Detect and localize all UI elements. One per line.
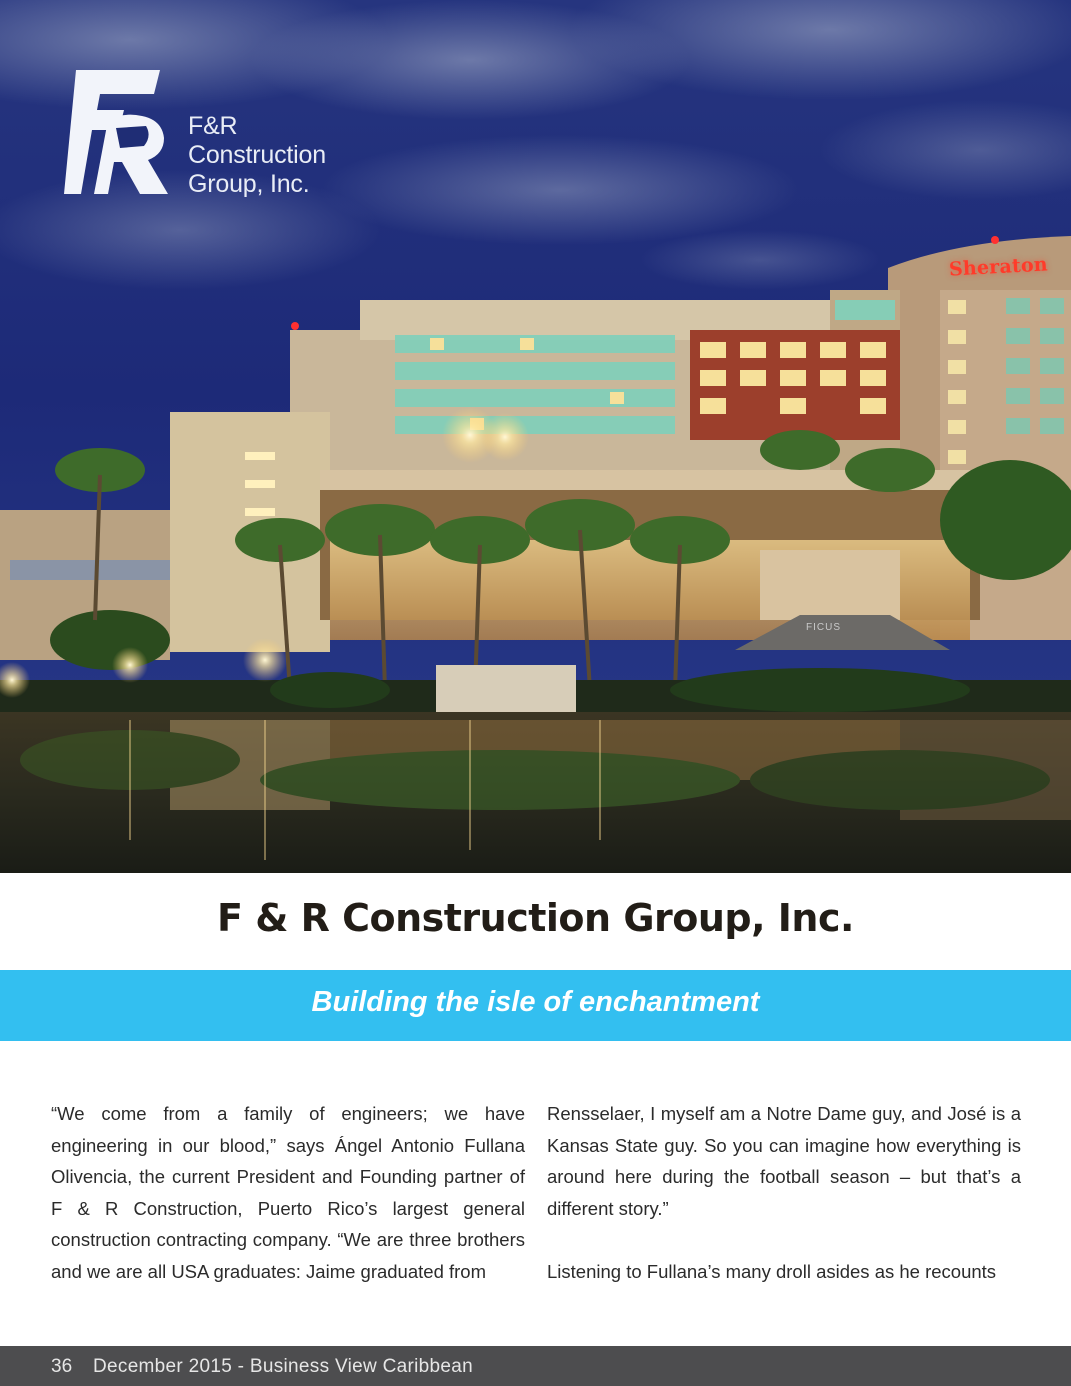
hotel-sign: Sheraton xyxy=(948,253,1049,281)
logo-line-1: F&R xyxy=(188,112,238,140)
page-footer xyxy=(0,1346,1071,1386)
logo-wordmark xyxy=(188,112,326,199)
body-column-left xyxy=(51,1098,525,1288)
tent-sign: FICUS xyxy=(806,622,841,633)
logo-line-2: Construction xyxy=(188,141,326,169)
paragraph: Listening to Fullana’s many droll asides as he recounts xyxy=(547,1260,997,1282)
article-title: F & R Construction Group, Inc. xyxy=(217,896,854,940)
page-number: 36 xyxy=(51,1356,73,1377)
article-subtitle: Building the isle of enchantment xyxy=(311,986,760,1018)
paragraph: “We come from a family of engineers; we have engineering in our blood,” says Ángel Antonio Fullana Olivencia, the current President and Founding partner of F & R Construction, Puerto Rico’s largest general construction contracting company. “We are three brothers and we are all USA graduates: Jaime graduated from xyxy=(51,1103,525,1282)
body-column-right xyxy=(547,1098,1021,1288)
subtitle-band xyxy=(0,970,1071,1041)
company-logo xyxy=(64,68,374,200)
logo-line-3: Group, Inc. xyxy=(188,170,310,198)
paragraph: Rensselaer, I myself am a Notre Dame guy, and José is a Kansas State guy. So you can imagine how everything is around here during the football season – but that’s a different story.” xyxy=(547,1103,1021,1219)
fr-monogram-icon xyxy=(64,68,174,196)
publication-info: December 2015 - Business View Caribbean xyxy=(93,1356,473,1377)
